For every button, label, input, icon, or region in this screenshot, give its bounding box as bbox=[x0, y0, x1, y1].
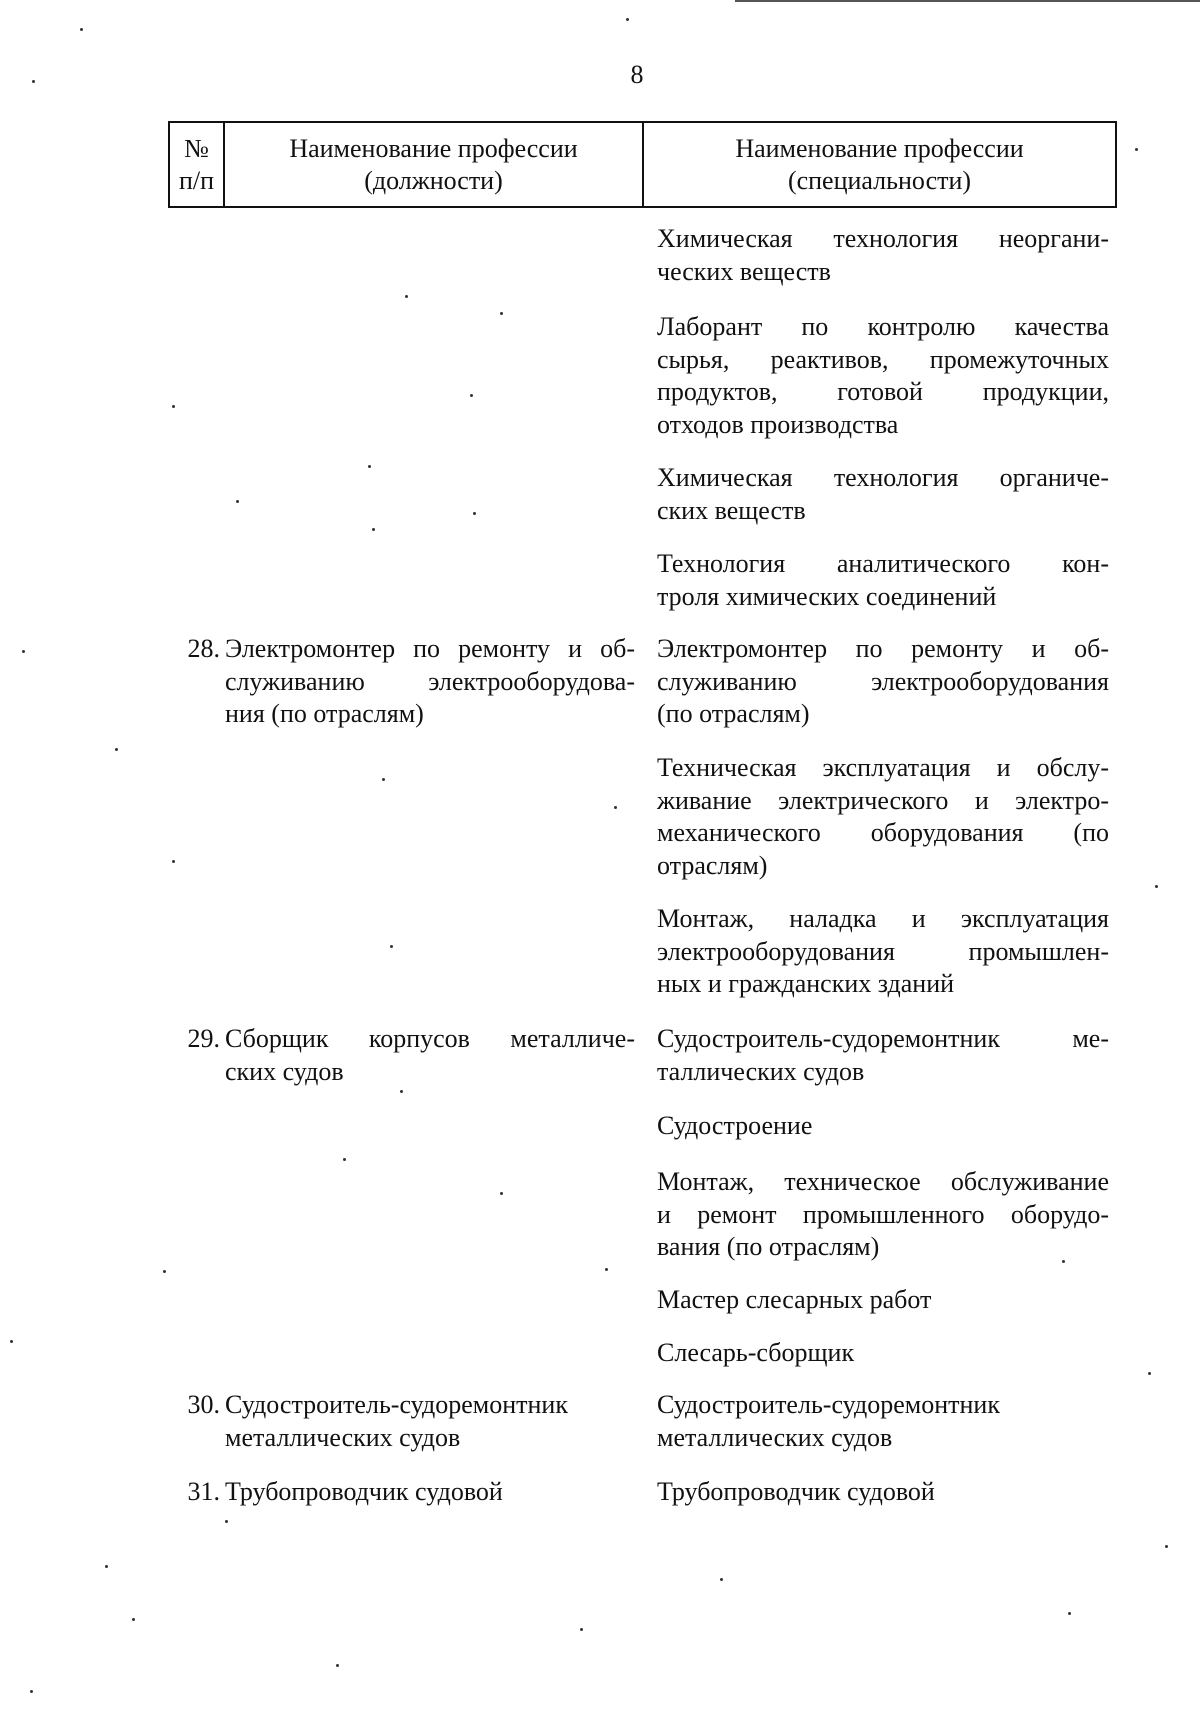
position-line: служиванию электрооборудова- bbox=[225, 666, 635, 696]
specialty-line: Монтаж, наладка и эксплуатация bbox=[657, 904, 1109, 933]
scan-speck bbox=[720, 1578, 723, 1581]
specialty-line: Технология аналитического кон- bbox=[657, 549, 1109, 578]
row-position bbox=[225, 1023, 635, 1088]
specialty-line: отраслям) bbox=[657, 850, 768, 880]
scan-speck bbox=[115, 748, 118, 751]
scan-speck bbox=[1135, 148, 1138, 151]
specialty-line: Судостроитель-судоремонтник ме- bbox=[657, 1024, 1109, 1053]
specialty-line: и ремонт промышленного оборудо- bbox=[657, 1199, 1109, 1229]
specialty-entry bbox=[657, 462, 1109, 527]
specialty-line: Судостроитель-судоремонтник bbox=[657, 1390, 1000, 1419]
header-specialty-subtitle: (специальности) bbox=[787, 165, 972, 195]
specialty-line: электрооборудования промышлен- bbox=[657, 936, 1109, 966]
specialty-line: Химическая технология органиче- bbox=[657, 463, 1109, 492]
specialty-entry bbox=[657, 223, 1109, 288]
scan-speck bbox=[225, 1520, 228, 1523]
row-number: 28. bbox=[187, 634, 220, 663]
specialty-line: (по отраслям) bbox=[657, 699, 810, 728]
specialty-entry bbox=[657, 1337, 1109, 1370]
position-line: Трубопроводчик судовой bbox=[225, 1477, 503, 1506]
scan-speck bbox=[368, 465, 371, 468]
specialty-line: продуктов, готовой продукции, bbox=[657, 377, 1109, 406]
header-position-title: Наименование профессии bbox=[289, 133, 578, 163]
specialty-line: Трубопроводчик судовой bbox=[657, 1477, 935, 1506]
scan-speck bbox=[614, 806, 617, 809]
scan-speck bbox=[580, 1628, 583, 1631]
specialty-line: металлических судов bbox=[657, 1422, 893, 1452]
position-line: металлических судов bbox=[225, 1422, 461, 1452]
scan-speck bbox=[10, 1340, 13, 1343]
scan-speck bbox=[470, 394, 473, 397]
specialty-line: сырья, реактивов, промежуточных bbox=[657, 344, 1109, 374]
scan-speck bbox=[1155, 885, 1158, 888]
specialty-entry bbox=[657, 1023, 1109, 1088]
scan-speck bbox=[626, 18, 629, 21]
row-number: 30. bbox=[187, 1390, 220, 1419]
specialty-line: служиванию электрооборудования bbox=[657, 666, 1109, 696]
specialty-entry bbox=[657, 633, 1109, 731]
specialty-line: Электромонтер по ремонту и об- bbox=[657, 634, 1109, 663]
scan-speck bbox=[372, 528, 375, 531]
specialty-line: ческих веществ bbox=[657, 256, 831, 286]
position-line: Судостроитель-судоремонтник bbox=[225, 1390, 568, 1419]
specialty-entry bbox=[657, 548, 1109, 613]
specialty-line: вания (по отраслям) bbox=[657, 1232, 880, 1261]
specialty-line: ных и гражданских зданий bbox=[657, 969, 955, 998]
specialty-entry bbox=[657, 1476, 1109, 1509]
specialty-line: Монтаж, техническое обслуживание bbox=[657, 1167, 1109, 1196]
scan-speck bbox=[500, 312, 503, 315]
specialty-entry bbox=[657, 1284, 1109, 1317]
page-number: 8 bbox=[630, 60, 644, 89]
specialty-entry bbox=[657, 1389, 1109, 1454]
specialty-line: механического оборудования (по bbox=[657, 818, 1109, 847]
scan-speck bbox=[32, 80, 35, 83]
scan-speck bbox=[473, 512, 476, 515]
specialty-line: троля химических соединений bbox=[657, 581, 997, 611]
scan-speck bbox=[22, 650, 25, 653]
scan-speck bbox=[605, 1268, 608, 1271]
header-number-symbol: № bbox=[184, 133, 209, 163]
row-position bbox=[225, 1476, 635, 1509]
scan-speck bbox=[400, 1090, 403, 1093]
scan-speck bbox=[236, 500, 239, 503]
scan-speck bbox=[405, 295, 408, 298]
specialty-line: живание электрического и электро- bbox=[657, 785, 1109, 815]
specialty-line: Лаборант по контролю качества bbox=[657, 312, 1109, 341]
specialty-line: Судостроение bbox=[657, 1111, 813, 1140]
scan-speck bbox=[343, 1158, 346, 1161]
position-line: ских судов bbox=[225, 1056, 344, 1086]
header-specialty-title: Наименование профессии bbox=[735, 133, 1024, 163]
specialty-line: Слесарь-сборщик bbox=[657, 1338, 855, 1367]
scan-speck bbox=[163, 1270, 166, 1273]
scan-speck bbox=[1068, 1612, 1071, 1615]
header-number-abbrev: п/п bbox=[178, 165, 215, 195]
specialty-line: таллических судов bbox=[657, 1056, 865, 1086]
header-position-subtitle: (должности) bbox=[364, 165, 503, 195]
row-number: 31. bbox=[187, 1477, 220, 1506]
position-line: Электромонтер по ремонту и об- bbox=[225, 634, 635, 663]
row-position bbox=[225, 1389, 635, 1454]
specialty-line: Техническая эксплуатация и обслу- bbox=[657, 753, 1109, 782]
position-line: ния (по отраслям) bbox=[225, 699, 424, 728]
scan-speck bbox=[390, 945, 393, 948]
scan-speck bbox=[1062, 1260, 1065, 1263]
scan-speck bbox=[132, 1618, 135, 1621]
specialty-line: Мастер слесарных работ bbox=[657, 1285, 932, 1314]
scan-speck bbox=[382, 778, 385, 781]
scan-speck bbox=[80, 28, 83, 31]
specialty-entry bbox=[657, 1110, 1109, 1143]
scan-speck bbox=[1148, 1372, 1151, 1375]
specialty-line: отходов производства bbox=[657, 409, 899, 439]
position-line: Сборщик корпусов металличе- bbox=[225, 1024, 635, 1053]
scan-speck bbox=[500, 1192, 503, 1195]
specialty-entry bbox=[657, 1166, 1109, 1264]
scan-speck bbox=[30, 1690, 33, 1693]
row-number: 29. bbox=[187, 1024, 220, 1053]
scan-speck bbox=[336, 1664, 339, 1667]
row-position bbox=[225, 633, 635, 731]
specialty-entry bbox=[657, 903, 1109, 1001]
scan-speck bbox=[1165, 1545, 1168, 1548]
scan-speck bbox=[172, 405, 175, 408]
specialty-line: ских веществ bbox=[657, 495, 806, 525]
specialty-entry bbox=[657, 752, 1109, 882]
scan-speck bbox=[172, 860, 175, 863]
scan-speck bbox=[105, 1565, 108, 1568]
specialty-line: Химическая технология неоргани- bbox=[657, 224, 1109, 253]
specialty-entry bbox=[657, 311, 1109, 441]
